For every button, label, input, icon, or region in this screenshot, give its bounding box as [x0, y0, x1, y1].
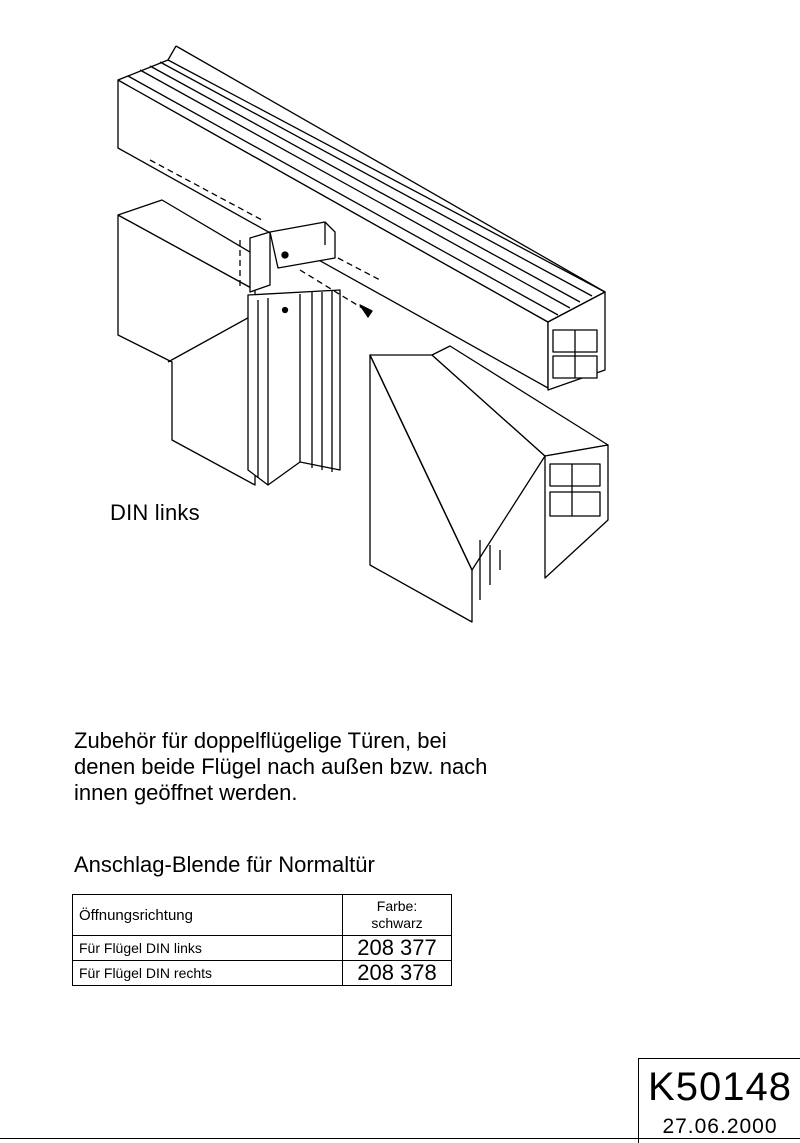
description-line: Zubehör für doppelflügelige Türen, bei [74, 728, 447, 753]
description-text [74, 728, 594, 806]
header-color-label: Farbe: [376, 898, 418, 914]
description-line: innen geöffnet werden. [74, 780, 298, 805]
row-article-number: 208 378 [343, 961, 452, 986]
table-title: Anschlag-Blende für Normaltür [74, 852, 375, 877]
right-door-leaf [370, 346, 608, 622]
row-label: Für Flügel DIN rechts [73, 961, 343, 986]
header-opening-direction: Öffnungsrichtung [73, 895, 343, 936]
row-label: Für Flügel DIN links [73, 936, 343, 961]
description-line: denen beide Flügel nach außen bzw. nach [74, 754, 488, 779]
document-date: 27.06.2000 [662, 1115, 778, 1138]
document-code: K50148 [648, 1065, 792, 1109]
table-header-row [73, 895, 452, 936]
header-color-value: schwarz [371, 915, 423, 931]
table-row [73, 961, 452, 986]
document-stamp [638, 1058, 800, 1143]
bottom-divider [0, 1138, 800, 1139]
drawing-caption: DIN links [110, 500, 200, 525]
table-row [73, 936, 452, 961]
header-color [343, 895, 452, 936]
row-article-number: 208 377 [343, 936, 452, 961]
article-number-table [72, 894, 452, 986]
